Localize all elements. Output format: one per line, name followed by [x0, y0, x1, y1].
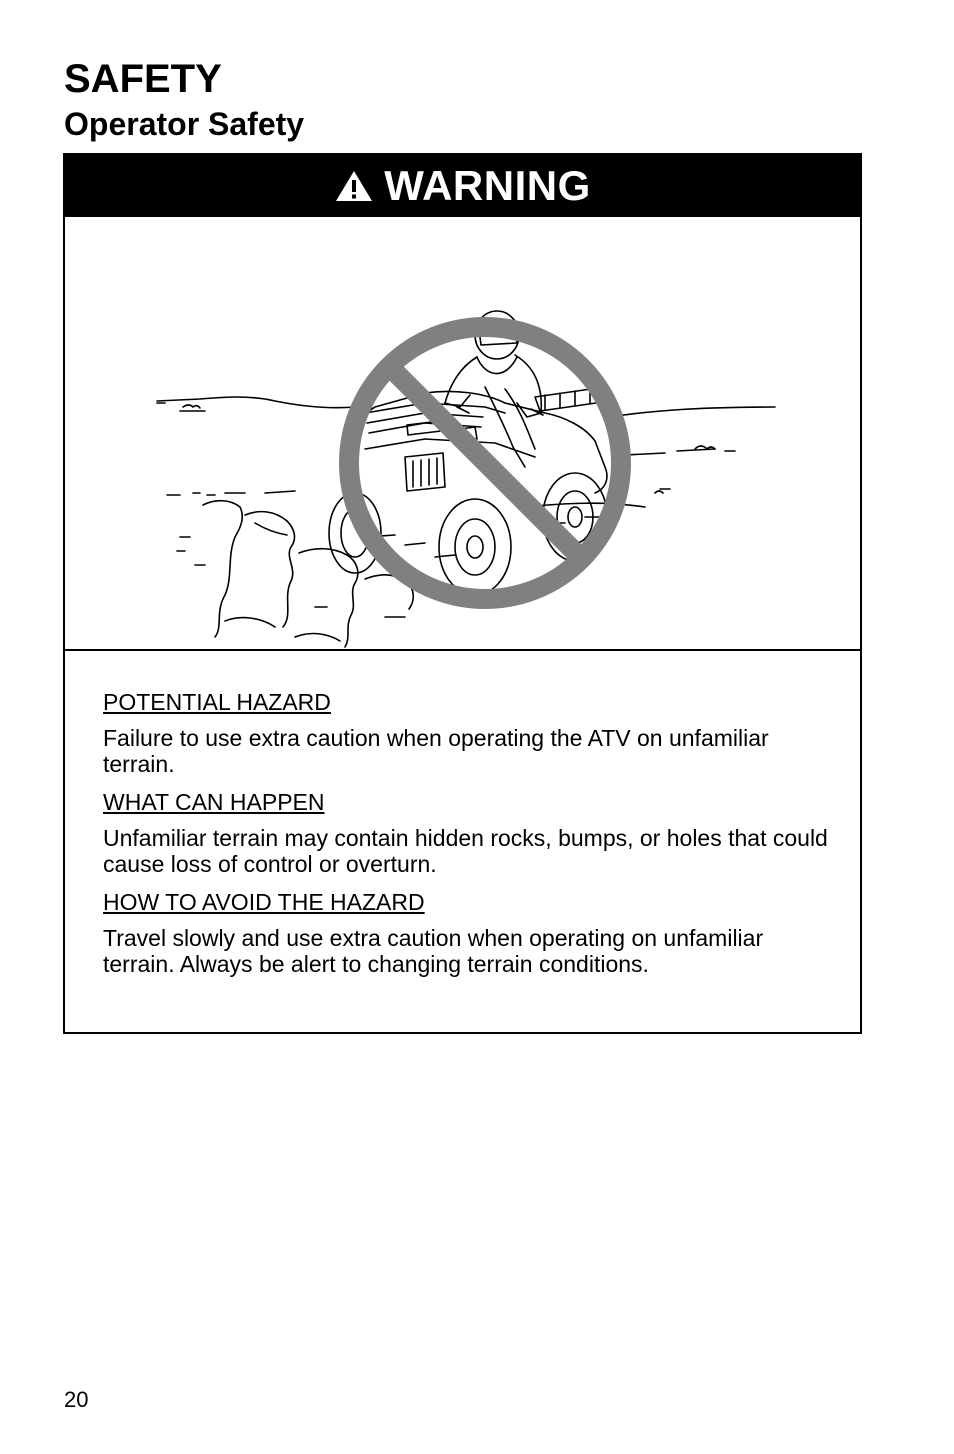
- warning-box: [63, 153, 862, 1034]
- potential-hazard-heading: POTENTIAL HAZARD: [103, 689, 331, 715]
- illustration-area: [65, 217, 860, 651]
- what-can-happen-body: Unfamiliar terrain may contain hidden rocks, bumps, or holes that could cause loss of control or overturn.: [103, 825, 828, 877]
- prohibition-sign-icon: [349, 327, 621, 599]
- what-can-happen-heading: WHAT CAN HAPPEN: [103, 789, 325, 815]
- warning-triangle-icon: [334, 169, 374, 203]
- how-to-avoid-heading: HOW TO AVOID THE HAZARD: [103, 889, 425, 915]
- warning-title: WARNING: [384, 162, 591, 209]
- prohibited-atv-illustration: [65, 217, 860, 649]
- how-to-avoid-body: Travel slowly and use extra caution when operating on unfamiliar terrain. Always be alert to changing terrain conditions.: [103, 925, 764, 977]
- hazard-text: [65, 651, 860, 977]
- section-title: SAFETY: [64, 57, 222, 101]
- subsection-title: Operator Safety: [64, 106, 305, 142]
- page-number: 20: [64, 1387, 89, 1412]
- warning-header: [65, 155, 860, 217]
- potential-hazard-body: Failure to use extra caution when operating the ATV on unfamiliar terrain.: [103, 725, 769, 777]
